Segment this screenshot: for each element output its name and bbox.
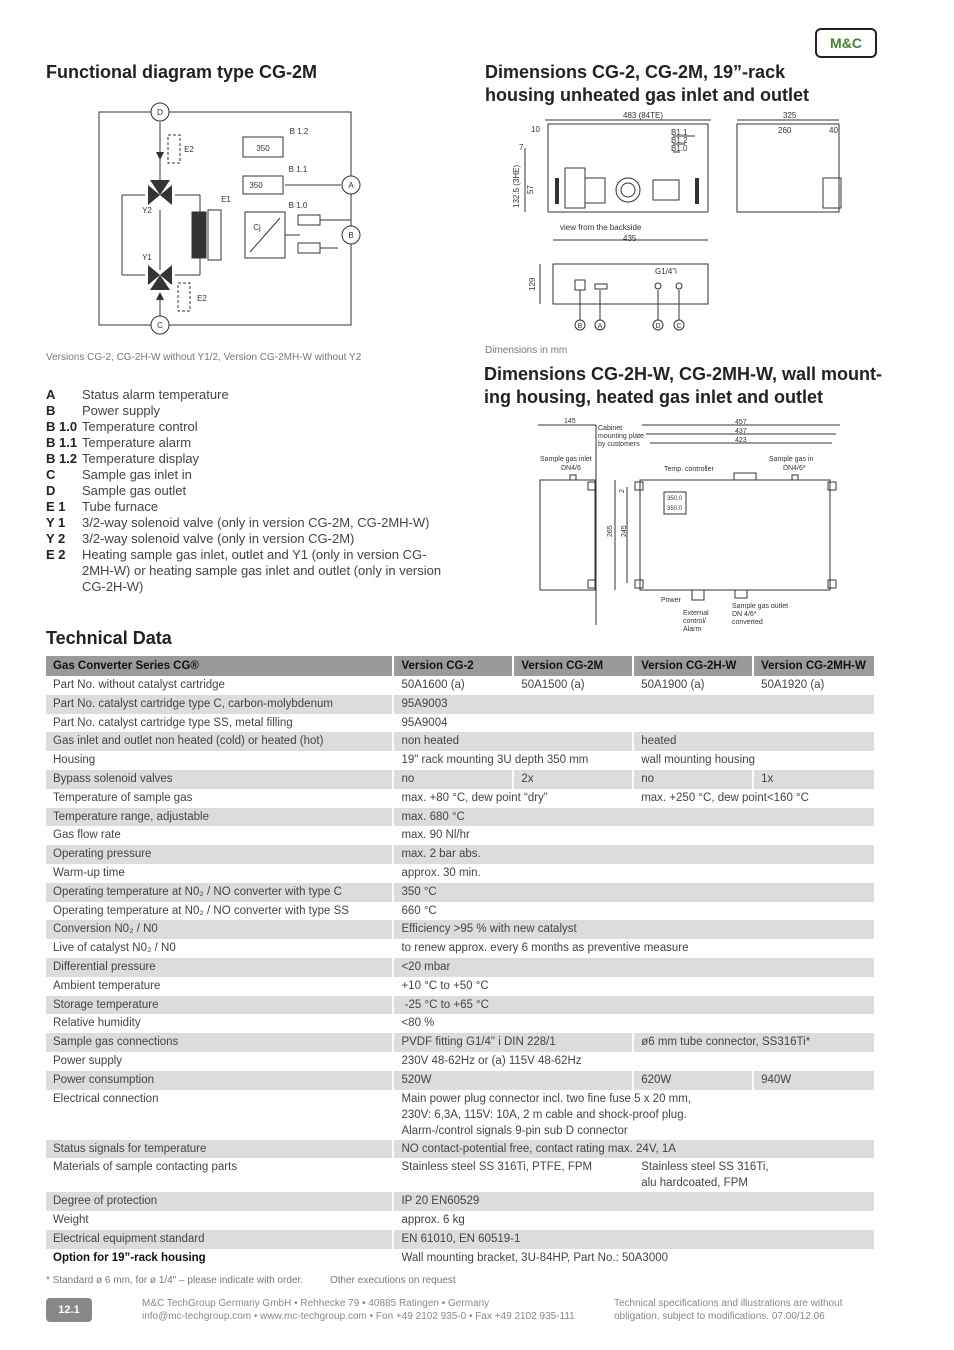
rack-width-483: 483 (84TE) bbox=[623, 111, 664, 120]
column-header: Gas Converter Series CG® bbox=[46, 656, 393, 676]
table-row bbox=[46, 1052, 875, 1071]
row-label: Gas flow rate bbox=[46, 826, 393, 845]
legend-value: Temperature display bbox=[82, 451, 200, 466]
row-label: Electrical equipment standard bbox=[46, 1230, 393, 1249]
cell: 50A1920 (a) bbox=[753, 676, 875, 695]
page-number-badge bbox=[46, 1298, 92, 1322]
gas-in-label-line1: Sample gas in bbox=[769, 456, 814, 463]
table-row bbox=[46, 845, 875, 864]
row-label: Gas inlet and outlet non heated (cold) or heated (hot) bbox=[46, 732, 393, 751]
logo-text: M&C bbox=[830, 35, 862, 51]
legend-value: Temperature alarm bbox=[82, 435, 192, 450]
b12-label: B 1.2 bbox=[289, 127, 309, 136]
external-label-line2: control/ bbox=[683, 618, 706, 625]
cell: NO contact-potential free, contact rating max. 24V, 1A bbox=[393, 1140, 875, 1159]
wall-dim-245: 245 bbox=[621, 525, 628, 537]
conn-b-label: B bbox=[577, 323, 583, 330]
legend-key: B 1.1 bbox=[46, 435, 78, 450]
row-label: Part No. catalyst cartridge type SS, metal filling bbox=[46, 714, 393, 733]
legend-row bbox=[46, 483, 446, 499]
legend-row bbox=[46, 499, 446, 515]
row-label: Ambient temperature bbox=[46, 977, 393, 996]
footnote: * Standard ø 6 mm, for ø 1/4" – please indicate with order. bbox=[46, 1275, 304, 1286]
cell bbox=[633, 1158, 875, 1192]
table-row bbox=[46, 789, 875, 808]
functional-diagram-title: Functional diagram type CG-2M bbox=[46, 62, 318, 82]
row-label: Conversion N0₂ / N0 bbox=[46, 920, 393, 939]
outlet-label-line3: converted bbox=[732, 619, 763, 626]
thread-label: G1/4"i bbox=[655, 267, 677, 276]
row-label: Electrical connection bbox=[46, 1090, 393, 1140]
outlet-label-line1: Sample gas outlet bbox=[732, 603, 789, 610]
table-row bbox=[46, 864, 875, 883]
row-label: Operating temperature at N0₂ / NO converter with type SS bbox=[46, 902, 393, 921]
rack-dim-7: 7 bbox=[519, 143, 524, 152]
disclaimer-line1: Technical specifications and illustrations are without bbox=[614, 1298, 843, 1309]
gas-in-label-line2: DN4/6* bbox=[783, 465, 806, 472]
rack-dim-10: 10 bbox=[531, 125, 540, 134]
cell: max. 90 Nl/hr bbox=[393, 826, 875, 845]
cell: ø6 mm tube connector, SS316Ti* bbox=[633, 1033, 875, 1052]
wall-dim-457: 457 bbox=[735, 419, 747, 426]
table-row bbox=[46, 770, 875, 789]
dimensions-rack-title-line1: Dimensions CG-2, CG-2M, 19”-rack bbox=[485, 62, 786, 82]
legend-key: B bbox=[46, 403, 56, 418]
legend-key: D bbox=[46, 483, 56, 498]
dimensions-wall-title-line2: ing housing, heated gas inlet and outlet bbox=[484, 387, 824, 407]
cell bbox=[393, 1090, 875, 1140]
e1-label: E1 bbox=[221, 195, 231, 204]
backside-view-label: view from the backside bbox=[560, 223, 642, 232]
cj-label: Cj bbox=[253, 223, 261, 232]
row-label: Relative humidity bbox=[46, 1014, 393, 1033]
cell: non heated bbox=[393, 732, 633, 751]
cell: 1x bbox=[753, 770, 875, 789]
legend-row bbox=[46, 387, 446, 403]
cell: 50A1900 (a) bbox=[633, 676, 753, 695]
table-row bbox=[46, 714, 875, 733]
cell-line: Alarm-/control signals 9-pin sub D connector bbox=[401, 1124, 628, 1137]
legend-row bbox=[46, 547, 446, 595]
table-row bbox=[46, 920, 875, 939]
cell: <80 % bbox=[393, 1014, 875, 1033]
table-row bbox=[46, 1249, 875, 1268]
rack-depth-40: 40 bbox=[829, 126, 838, 135]
table-row bbox=[46, 676, 875, 695]
legend-row bbox=[46, 515, 446, 531]
table-row bbox=[46, 996, 875, 1015]
b11-label: B 1.1 bbox=[288, 165, 308, 174]
table-header-row bbox=[46, 656, 875, 676]
legend-key: E 2 bbox=[46, 547, 66, 562]
cell: 19" rack mounting 3U depth 350 mm bbox=[393, 751, 633, 770]
cell: 350 °C bbox=[393, 883, 875, 902]
legend-row bbox=[46, 419, 446, 435]
table-row bbox=[46, 1230, 875, 1249]
functional-diagram bbox=[90, 100, 370, 340]
cell: approx. 30 min. bbox=[393, 864, 875, 883]
table-row bbox=[46, 1090, 875, 1140]
row-label: Sample gas connections bbox=[46, 1033, 393, 1052]
inlet-label-line1: Sample gas inlet bbox=[540, 456, 592, 463]
legend-value: Tube furnace bbox=[82, 499, 159, 514]
legend-key: Y 1 bbox=[46, 515, 66, 530]
legend-row bbox=[46, 531, 446, 547]
legend-key: E 1 bbox=[46, 499, 66, 514]
wall-dim-265: 265 bbox=[607, 525, 614, 537]
rack-depth-325: 325 bbox=[783, 111, 797, 120]
external-label-line1: External bbox=[683, 610, 709, 617]
versions-note: Versions CG-2, CG-2H-W without Y1/2, Version CG-2MH-W without Y2 bbox=[46, 352, 362, 363]
cell-line: Stainless steel SS 316Ti, bbox=[641, 1161, 769, 1174]
controller-display-2: 350.0 bbox=[667, 506, 683, 512]
row-label: Part No. catalyst cartridge type C, carbon-molybdenum bbox=[46, 695, 393, 714]
cell-line: Main power plug connector incl. two fine fuse 5 x 20 mm, bbox=[401, 1092, 692, 1105]
row-label: Operating temperature at N0₂ / NO converter with type C bbox=[46, 883, 393, 902]
cell: 95A9003 bbox=[393, 695, 875, 714]
legend-key: A bbox=[46, 387, 56, 402]
table-row bbox=[46, 977, 875, 996]
cabinet-label-line2: mounting plate bbox=[598, 433, 644, 440]
conn-d-label: D bbox=[655, 323, 661, 330]
cell: <20 mbar bbox=[393, 958, 875, 977]
row-label: Temperature of sample gas bbox=[46, 789, 393, 808]
table-row bbox=[46, 1140, 875, 1159]
cell: approx. 6 kg bbox=[393, 1211, 875, 1230]
cell: EN 61010, EN 60519-1 bbox=[393, 1230, 875, 1249]
legend-value: Status alarm temperature bbox=[82, 387, 229, 402]
table-row bbox=[46, 751, 875, 770]
cell: wall mounting housing bbox=[633, 751, 875, 770]
wall-dim-423: 423 bbox=[735, 437, 747, 444]
cell: 50A1500 (a) bbox=[513, 676, 633, 695]
table-row bbox=[46, 1033, 875, 1052]
cell: 2x bbox=[513, 770, 633, 789]
row-label: Part No. without catalyst cartridge bbox=[46, 676, 393, 695]
cell: max. +80 °C, dew point “dry” bbox=[393, 789, 633, 808]
cell: max. +250 °C, dew point<160 °C bbox=[633, 789, 875, 808]
cell: heated bbox=[633, 732, 875, 751]
table-row bbox=[46, 883, 875, 902]
y1-label: Y1 bbox=[142, 253, 152, 262]
table-row bbox=[46, 1192, 875, 1211]
legend-value: Heating sample gas inlet, outlet and Y1 (only in version CG-2MH-W) or heating sample gas inlet and outlet (only in version CG-2H-W) bbox=[82, 547, 442, 594]
table-row bbox=[46, 808, 875, 827]
table-row bbox=[46, 902, 875, 921]
table-row bbox=[46, 826, 875, 845]
column-header: Version CG-2 bbox=[393, 656, 513, 676]
footer-company bbox=[142, 1297, 575, 1323]
legend-row bbox=[46, 435, 446, 451]
cell-line: 230V: 6,3A, 115V: 10A, 2 m cable and shock-proof plug. bbox=[401, 1108, 687, 1121]
legend-key: C bbox=[46, 467, 56, 482]
cell: Efficiency >95 % with new catalyst bbox=[393, 920, 875, 939]
footer-disclaimer bbox=[614, 1297, 842, 1323]
legend-value: 3/2-way solenoid valve (only in version CG-2M, CG-2MH-W) bbox=[82, 515, 430, 530]
cell: 660 °C bbox=[393, 902, 875, 921]
rack-dimension-drawing bbox=[505, 108, 860, 338]
legend-row bbox=[46, 403, 446, 419]
inlet-label-line2: DN4/6 bbox=[561, 465, 581, 472]
cell: Wall mounting bracket, 3U-84HP, Part No.: 50A3000 bbox=[393, 1249, 875, 1268]
row-label: Live of catalyst N0₂ / N0 bbox=[46, 939, 393, 958]
cell: max. 680 °C bbox=[393, 808, 875, 827]
disclaimer-line2: obligation, subject to modifications. 07.00/12.06 bbox=[614, 1311, 825, 1322]
table-row bbox=[46, 695, 875, 714]
display-value-1: 350 bbox=[256, 144, 270, 153]
technical-data-title: Technical Data bbox=[46, 628, 172, 648]
company-address: M&C TechGroup Germany GmbH • Rehhecke 79 • 40885 Ratingen • Germany bbox=[142, 1298, 490, 1309]
page-number: 12.1 bbox=[58, 1304, 80, 1316]
legend-value: Temperature control bbox=[82, 419, 198, 434]
cell: 50A1600 (a) bbox=[393, 676, 513, 695]
row-label: Degree of protection bbox=[46, 1192, 393, 1211]
node-b-label: B bbox=[348, 231, 354, 240]
node-a-label: A bbox=[348, 181, 354, 190]
row-label: Operating pressure bbox=[46, 845, 393, 864]
legend-value: Power supply bbox=[82, 403, 161, 418]
technical-data-table bbox=[46, 656, 876, 1268]
cell: no bbox=[633, 770, 753, 789]
controller-display-1: 350.0 bbox=[667, 496, 683, 502]
row-label: Housing bbox=[46, 751, 393, 770]
table-row bbox=[46, 939, 875, 958]
legend-key: Y 2 bbox=[46, 531, 66, 546]
row-label: Weight bbox=[46, 1211, 393, 1230]
column-header: Version CG-2MH-W bbox=[753, 656, 875, 676]
cell: 620W bbox=[633, 1071, 753, 1090]
external-label-line3: Alarm bbox=[683, 626, 702, 633]
table-row bbox=[46, 1211, 875, 1230]
row-label: Differential pressure bbox=[46, 958, 393, 977]
conn-c-label: C bbox=[676, 323, 682, 330]
conn-a-label: A bbox=[597, 323, 603, 330]
cell: max. 2 bar abs. bbox=[393, 845, 875, 864]
cell-line: alu hardcoated, FPM bbox=[641, 1177, 748, 1190]
cell: 95A9004 bbox=[393, 714, 875, 733]
dimensions-rack-title-line2: housing unheated gas inlet and outlet bbox=[485, 85, 810, 105]
legend-value: Sample gas outlet bbox=[82, 483, 187, 498]
cell: +10 °C to +50 °C bbox=[393, 977, 875, 996]
dimensions-note: Dimensions in mm bbox=[485, 345, 568, 356]
table-row bbox=[46, 1071, 875, 1090]
rack-width-435: 435 bbox=[623, 234, 637, 243]
rack-b11-label: B1.1 bbox=[671, 128, 688, 137]
row-label: Materials of sample contacting parts bbox=[46, 1158, 393, 1192]
cell: -25 °C to +65 °C bbox=[393, 996, 875, 1015]
rack-depth-260: 260 bbox=[778, 126, 792, 135]
wall-dim-2: 2 bbox=[619, 489, 626, 493]
cell: PVDF fitting G1/4" i DIN 228/1 bbox=[393, 1033, 633, 1052]
table-row bbox=[46, 732, 875, 751]
column-header: Version CG-2M bbox=[513, 656, 633, 676]
power-label: Power bbox=[661, 597, 681, 604]
wall-dim-145: 145 bbox=[564, 418, 576, 425]
cell: 230V 48-62Hz or (a) 115V 48-62Hz bbox=[393, 1052, 875, 1071]
row-label: Storage temperature bbox=[46, 996, 393, 1015]
rack-height-129: 129 bbox=[528, 277, 537, 291]
e2-top-label: E2 bbox=[184, 145, 194, 154]
company-contact: info@mc-techgroup.com • www.mc-techgroup.com • Fon +49 2102 935-0 • Fax +49 2102 935-111 bbox=[142, 1311, 575, 1322]
table-row bbox=[46, 1158, 875, 1192]
cell: no bbox=[393, 770, 513, 789]
column-header: Version CG-2H-W bbox=[633, 656, 753, 676]
row-label: Option for 19”-rack housing bbox=[46, 1249, 393, 1268]
row-label: Warm-up time bbox=[46, 864, 393, 883]
row-label: Bypass solenoid valves bbox=[46, 770, 393, 789]
cell: 940W bbox=[753, 1071, 875, 1090]
rack-b10-label: B1.0 bbox=[671, 144, 688, 153]
company-logo bbox=[815, 28, 877, 58]
rack-height-1325: 132.5 (3HE) bbox=[512, 164, 521, 208]
cell: IP 20 EN60529 bbox=[393, 1192, 875, 1211]
table-row bbox=[46, 1014, 875, 1033]
temp-controller-label: Temp. controller bbox=[664, 466, 714, 473]
node-c-label: C bbox=[157, 321, 163, 330]
legend-value: 3/2-way solenoid valve (only in version CG-2M) bbox=[82, 531, 355, 546]
footnote-other: Other executions on request bbox=[330, 1275, 456, 1286]
legend-key: B 1.2 bbox=[46, 451, 78, 466]
row-label: Power consumption bbox=[46, 1071, 393, 1090]
legend-key: B 1.0 bbox=[46, 419, 78, 434]
rack-dim-57: 57 bbox=[526, 185, 535, 194]
y2-label: Y2 bbox=[142, 206, 152, 215]
wall-dim-437: 437 bbox=[735, 428, 747, 435]
cabinet-label-line1: Cabinet bbox=[598, 425, 623, 432]
e2-bottom-label: E2 bbox=[197, 294, 207, 303]
cell: to renew approx. every 6 months as preventive measure bbox=[393, 939, 875, 958]
cell: 520W bbox=[393, 1071, 633, 1090]
outlet-label-line2: DN 4/6* bbox=[732, 611, 757, 618]
cell: Stainless steel SS 316Ti, PTFE, FPM bbox=[393, 1158, 633, 1192]
legend-row bbox=[46, 467, 446, 483]
row-label: Temperature range, adjustable bbox=[46, 808, 393, 827]
b10-label: B 1.0 bbox=[288, 201, 308, 210]
row-label: Power supply bbox=[46, 1052, 393, 1071]
diagram-legend bbox=[46, 387, 446, 595]
node-d-label: D bbox=[157, 108, 163, 117]
wall-dimension-drawing bbox=[530, 415, 850, 640]
legend-row bbox=[46, 451, 446, 467]
legend-value: Sample gas inlet in bbox=[82, 467, 192, 482]
display-value-2: 350 bbox=[249, 181, 263, 190]
dimensions-wall-title-line1: Dimensions CG-2H-W, CG-2MH-W, wall mount- bbox=[484, 364, 883, 384]
row-label: Status signals for temperature bbox=[46, 1140, 393, 1159]
table-row bbox=[46, 958, 875, 977]
cabinet-label-line3: by customers bbox=[598, 441, 640, 448]
rack-b12-label: B1.2 bbox=[671, 136, 688, 145]
